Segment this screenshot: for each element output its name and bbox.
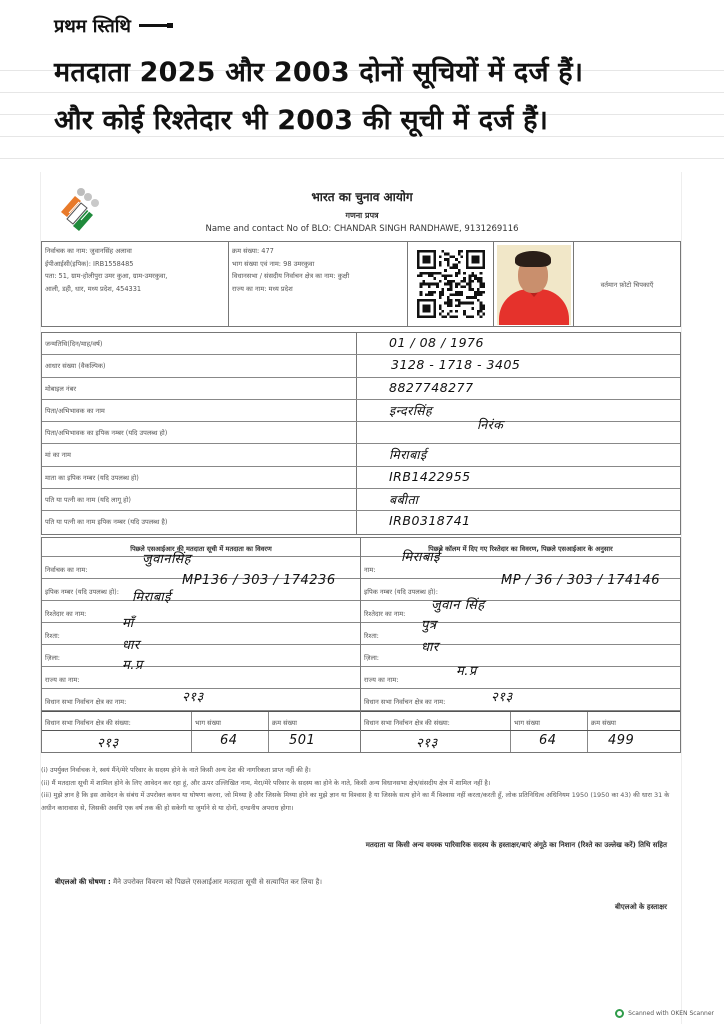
current-photo-box	[574, 242, 680, 326]
headline-voter-listed: मतदाता 2025 और 2003 दोनों सूचियों में दर्ज हैं।	[54, 57, 584, 88]
previous-detail-row[interactable]	[361, 640, 680, 667]
detail-row	[42, 355, 680, 377]
count-values-row	[42, 731, 360, 752]
handwritten-value: 3128 - 1718 - 3405	[391, 357, 521, 373]
blo-signature-label: बीएलओ के हस्ताक्षर	[615, 903, 667, 911]
detail-label: माता का इपिक नम्बर (यदि उपलब्ध हो)	[42, 467, 357, 488]
field-label: इपिक नम्बर (यदि उपलब्ध हो):	[45, 588, 119, 596]
previous-relative-column	[361, 538, 680, 752]
field-label: रिश्ता:	[364, 632, 379, 640]
status-label-text: प्रथम स्तिथि	[54, 16, 131, 37]
handwritten-value: IRB0318741	[389, 513, 471, 529]
field-label: निर्वाचक का नाम:	[45, 566, 88, 574]
count-header: क्रम संख्या	[272, 719, 297, 727]
declarations	[41, 764, 681, 814]
handwritten-value: धार	[122, 638, 140, 653]
previous-detail-row[interactable]	[361, 664, 680, 689]
detail-row	[42, 417, 680, 444]
dash-mark	[139, 24, 167, 27]
count-header: भाग संख्या	[192, 712, 269, 730]
count-value-cell[interactable]	[588, 731, 680, 752]
detail-row	[42, 467, 680, 489]
handwritten-value: 64	[220, 733, 238, 748]
handwritten-value: पुत्र	[421, 618, 437, 633]
detail-value-cell[interactable]	[357, 489, 680, 510]
handwritten-value: २१३	[491, 690, 513, 705]
ruled-line	[0, 92, 724, 93]
detail-label: पिता/अभिभावक का नाम	[42, 400, 357, 421]
detail-label: आधार संख्या (वैकल्पिक)	[42, 355, 357, 376]
handwritten-value: २१३	[97, 736, 119, 751]
elector-photo	[497, 245, 571, 325]
declaration-3: (iii) मुझे ज्ञान है कि इस आवेदन के संबंध में उपरोक्त कथन या घोषणा करना, जो मिथ्या है और जिसके मिथ्या होने का मुझे ज्ञान या विश्वास है या जिसके सत्य होने का मैं विश्वास नहीं करता/करती हूँ, लोक प्रतिनिधित्व अधिनियम 1950 (1950 का 43) की धारा 31 के अधीन कारावास से, जिसकी अवधि एक वर्ष तक की हो सकेगी या जुर्माने से या दोनों, दण्डनीय अपराध होगा।	[41, 791, 670, 812]
form-title: भारत का चुनाव आयोग	[311, 190, 413, 204]
handwritten-value: 01 / 08 / 1976	[389, 335, 484, 350]
elector-epic: ईपीआईसी(इपिक): IRB1558485	[45, 259, 134, 268]
voter-signature-label: मतदाता या किसी अन्य वयस्क पारिवारिक सदस्य के हस्ताक्षर/बाएं अंगूठे का निशान (रिश्ते का उल्लेख करें) तिथि सहित	[365, 841, 667, 849]
detail-row	[42, 378, 680, 400]
detail-value-cell[interactable]	[357, 333, 680, 354]
detail-row	[42, 333, 680, 355]
oken-scanner-icon	[615, 1009, 624, 1018]
handwritten-value: जुवानसिंह	[142, 552, 192, 567]
field-label: ज़िला:	[364, 654, 380, 662]
previous-detail-row[interactable]	[361, 618, 680, 645]
previous-detail-row[interactable]	[361, 689, 680, 711]
field-label: रिश्तेदार का नाम:	[364, 610, 406, 618]
personal-details-table	[41, 332, 681, 535]
part-info	[229, 242, 408, 326]
detail-label: जन्मतिथि(दिन/माह/वर्ष)	[42, 333, 357, 354]
blo-declaration	[55, 878, 322, 887]
handwritten-value: जुवान सिंह	[431, 598, 485, 613]
previous-detail-row[interactable]	[361, 598, 680, 623]
count-header: भाग संख्या	[511, 712, 588, 730]
serial-number: क्रम संख्या: 477	[232, 247, 274, 255]
detail-value-cell[interactable]	[357, 467, 680, 488]
elector-info	[42, 242, 229, 326]
field-label: विधान सभा निर्वाचन क्षेत्र का नाम:	[364, 698, 446, 706]
handwritten-value: मिराबाई	[389, 447, 427, 463]
header-notes	[0, 0, 724, 172]
blo-declaration-label: बीएलओ की घोषणा :	[55, 878, 111, 886]
qr-cell	[408, 242, 494, 326]
field-label: रिश्तेदार का नाम:	[45, 610, 87, 618]
section-heading: पिछले एसआईआर की मतदाता सूची में मतदाता का विवरण	[42, 538, 360, 557]
detail-value-cell[interactable]	[357, 444, 680, 465]
declaration-1: (i) उपर्युक्त निर्वाचक ने, स्वयं मैंने/मेरे परिवार के सदस्य होने के नाते किसी अन्य देश की नागरिकता प्राप्त नहीं की है।	[41, 766, 311, 774]
handwritten-value: माँ	[122, 616, 134, 631]
count-value-cell[interactable]	[511, 731, 588, 752]
scanner-watermark-text: Scanned with OKEN Scanner	[628, 1010, 714, 1017]
previous-voter-column	[42, 538, 361, 752]
previous-sir-section	[41, 537, 681, 753]
field-label: ज़िला:	[45, 654, 61, 662]
handwritten-value: 8827748277	[389, 379, 474, 395]
handwritten-value: २१३	[182, 690, 204, 705]
count-value-cell[interactable]	[42, 731, 192, 752]
field-label: रिश्ता:	[45, 632, 60, 640]
detail-row	[42, 400, 680, 422]
count-headers-row	[361, 711, 680, 731]
handwritten-value: मिराबाई	[401, 550, 440, 565]
detail-row	[42, 489, 680, 511]
handwritten-value: 64	[539, 733, 557, 748]
previous-detail-row[interactable]	[42, 689, 360, 711]
handwritten-value: धार	[421, 640, 439, 655]
state-name: राज्य का नाम: मध्य प्रदेश	[232, 284, 293, 293]
elector-info-block	[41, 241, 681, 327]
qr-code-icon	[417, 249, 485, 319]
count-value-cell[interactable]	[361, 731, 511, 752]
previous-detail-row[interactable]	[42, 573, 360, 601]
declaration-2: (ii) मैं मतदाता सूची में शामिल होने के लिए आवेदन कर रहा हूं, और ऊपर उल्लिखित नाम, मेरा/मेरे परिवार के सदस्य का होने के नाते, किसी अन्य विधानसभा क्षेत्र/संसदीय क्षेत्र में शामिल नहीं है।	[41, 778, 491, 787]
detail-label: मोबाइल नंबर	[42, 378, 357, 399]
count-value-cell[interactable]	[192, 731, 269, 752]
field-label: इपिक नम्बर (यदि उपलब्ध हो):	[364, 588, 438, 596]
detail-label: पति या पत्नी का नाम इपिक नम्बर (यदि उपलब्ध है)	[42, 511, 357, 533]
blo-declaration-text: मैंने उपरोक्त विवरण को पिछले एसआईआर मतदाता सूची से सत्यापित कर लिया है।	[110, 878, 323, 886]
detail-value-cell[interactable]	[357, 355, 680, 376]
count-value-cell[interactable]	[269, 731, 360, 752]
detail-value-cell[interactable]	[357, 400, 680, 421]
field-label: विधान सभा निर्वाचन क्षेत्र का नाम:	[45, 698, 127, 706]
photo-cell	[494, 242, 574, 326]
form-subtitle: गणना प्रपत्र	[345, 211, 379, 220]
previous-detail-row[interactable]	[42, 638, 360, 667]
constituency-name: विधानसभा / संसदीय निर्वाचन क्षेत्र का नाम: कुक्षी	[232, 272, 350, 280]
status-label	[54, 14, 167, 38]
headline-relative-listed: और कोई रिश्तेदार भी 2003 की सूची में दर्ज हैं।	[54, 105, 549, 136]
part-number: भाग संख्या एवं नाम: 98 उमरकुवा	[232, 259, 315, 268]
handwritten-value: म.प्र	[122, 658, 143, 673]
detail-value-cell[interactable]	[357, 417, 680, 443]
handwritten-value: MP136 / 303 / 174236	[182, 573, 336, 588]
handwritten-value: 499	[608, 733, 635, 748]
enumeration-form	[40, 172, 682, 1024]
handwritten-value: इन्दरसिंह	[389, 402, 433, 418]
detail-label: पिता/अभिभावक का इपिक नम्बर (यदि उपलब्ध हो)	[42, 422, 357, 443]
elector-name: निर्वाचक का नाम: जुवानसिंह अलावा	[45, 247, 132, 255]
handwritten-value: निरंक	[477, 417, 504, 433]
previous-detail-row[interactable]	[42, 616, 360, 645]
count-headers-row	[42, 711, 360, 731]
detail-label: मां का नाम	[42, 444, 357, 465]
blo-contact: Name and contact No of BLO: CHANDAR SINGH RANDHAWE, 9131269116	[205, 224, 519, 234]
count-header: विधान सभा निर्वाचन क्षेत्र की संख्या:	[361, 712, 511, 730]
section-heading: पिछले कॉलम में दिए गए रिश्तेदार का विवरण, पिछले एसआईआर के अनुसार	[361, 538, 680, 557]
handwritten-value: 501	[289, 733, 316, 748]
detail-value-cell[interactable]	[357, 511, 680, 533]
current-photo-label: वर्तमान फ़ोटो चिपकाएँ	[600, 280, 654, 289]
elector-address-1: पता: 51, ग्राम-होलीपुरा उमर कुआ, ग्राम-उमरकुवा,	[45, 272, 168, 280]
field-label: राज्य का नाम:	[45, 676, 80, 684]
elector-address-2: आली, डही, धार, मध्य प्रदेश, 454331	[45, 284, 142, 293]
handwritten-value: बबीता	[389, 492, 419, 508]
count-values-row	[361, 731, 680, 752]
scanner-watermark	[615, 1009, 714, 1018]
count-header: विधान सभा निर्वाचन क्षेत्र की संख्या:	[42, 712, 192, 730]
field-label: नाम:	[364, 566, 376, 574]
handwritten-value: म.प्र	[456, 664, 477, 679]
detail-row	[42, 511, 680, 533]
detail-row	[42, 444, 680, 466]
previous-detail-row[interactable]	[361, 573, 680, 601]
detail-value-cell[interactable]	[357, 378, 680, 399]
handwritten-value: IRB1422955	[389, 468, 471, 484]
detail-label: पति या पत्नी का नाम (यदि लागू हो)	[42, 489, 357, 510]
ruled-line	[0, 158, 724, 159]
handwritten-value: मिराबाई	[132, 590, 171, 605]
field-label: राज्य का नाम:	[364, 676, 399, 684]
handwritten-value: MP / 36 / 303 / 174146	[501, 573, 660, 588]
count-header: क्रम संख्या	[591, 719, 616, 727]
handwritten-value: २१३	[416, 736, 438, 751]
